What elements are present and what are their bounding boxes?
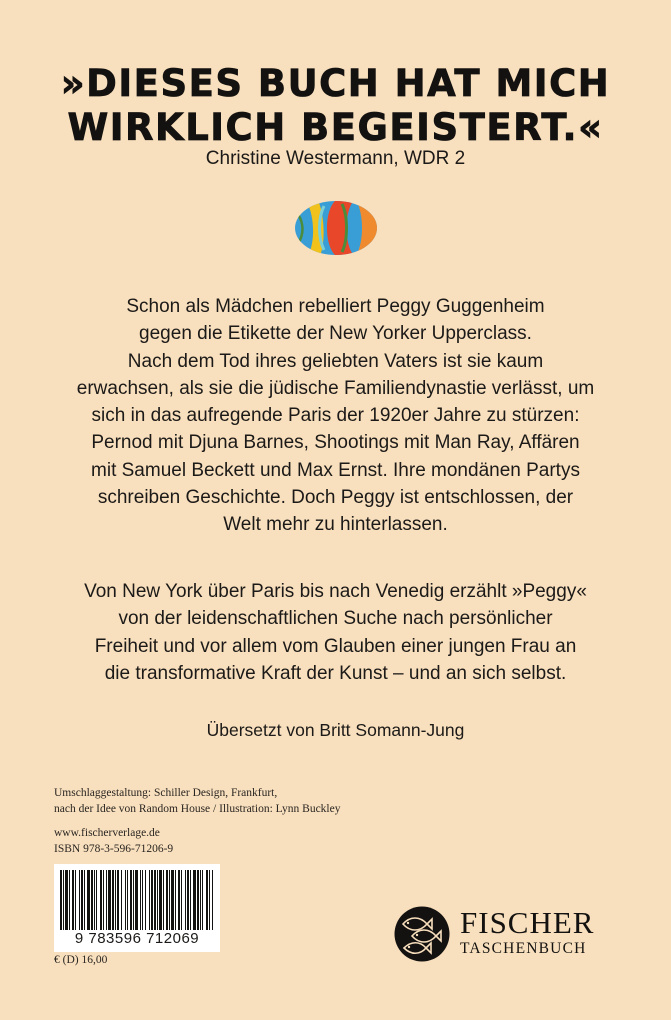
blurb-line: mit Samuel Beckett und Max Ernst. Ihre mondänen Partys (91, 459, 580, 481)
translator-credit: Übersetzt von Britt Somann-Jung (206, 720, 465, 740)
cover-source-credit: nach der Idee von Random House / Illustration: Lynn Buckley (54, 802, 341, 815)
fish-logo-icon (394, 906, 450, 962)
isbn-text: ISBN 978-3-596-71206-9 (54, 842, 174, 855)
blurb-line: erwachsen, als sie die jüdische Familiendynastie verlässt, um (76, 377, 595, 399)
blurb-line: von der leidenschaftlichen Suche nach persönlicher (118, 608, 553, 630)
publisher-website: www.fischerverlage.de (54, 827, 160, 839)
quote-attribution: Christine Westermann, WDR 2 (205, 148, 466, 169)
blurb-line: Von New York über Paris bis nach Venedig erzählt »Peggy« (84, 581, 587, 602)
blurb-line: die transformative Kraft der Kunst – und an sich selbst. (104, 662, 567, 684)
blurb-line: Pernod mit Djuna Barnes, Shootings mit Man Ray, Affären (91, 432, 580, 454)
blurb-line: schreiben Geschichte. Doch Peggy ist entschlossen, der (97, 487, 574, 509)
blurb-line: Nach dem Tod ihres geliebten Vaters ist sie kaum (127, 350, 544, 372)
blurb-line: Welt mehr zu hinterlassen. (223, 514, 448, 536)
quote-line-2: WIRKLICH BEGEISTERT.« (67, 106, 604, 149)
blurb-line: Freiheit und vor allem vom Glauben einer jungen Frau an (94, 635, 577, 657)
blurb-line: sich in das aufregende Paris der 1920er Jahre zu stürzen: (91, 405, 580, 427)
barcode-digits: 9 783596 712069 (74, 930, 200, 947)
striped-sphere-icon (294, 200, 378, 256)
quote-line-1: »DIESES BUCH HAT MICH (60, 62, 611, 105)
blurb-line: gegen die Etikette der New Yorker Upperclass. (139, 323, 532, 345)
blurb-paragraph-1 (0, 293, 671, 539)
publisher-imprint: TASCHENBUCH (460, 940, 587, 957)
blurb-paragraph-2 (0, 578, 671, 687)
price-label: € (D) 16,00 (54, 954, 108, 966)
barcode-bars (60, 870, 214, 930)
publisher-wordmark (460, 906, 640, 958)
blurb-line: Schon als Mädchen rebelliert Peggy Guggenheim (126, 296, 545, 317)
blurb-quote (0, 62, 671, 150)
isbn-barcode (54, 864, 220, 952)
publisher-name: FISCHER (460, 905, 595, 940)
colophon (54, 786, 340, 857)
cover-design-credit: Umschlaggestaltung: Schiller Design, Frankfurt, (54, 787, 278, 799)
